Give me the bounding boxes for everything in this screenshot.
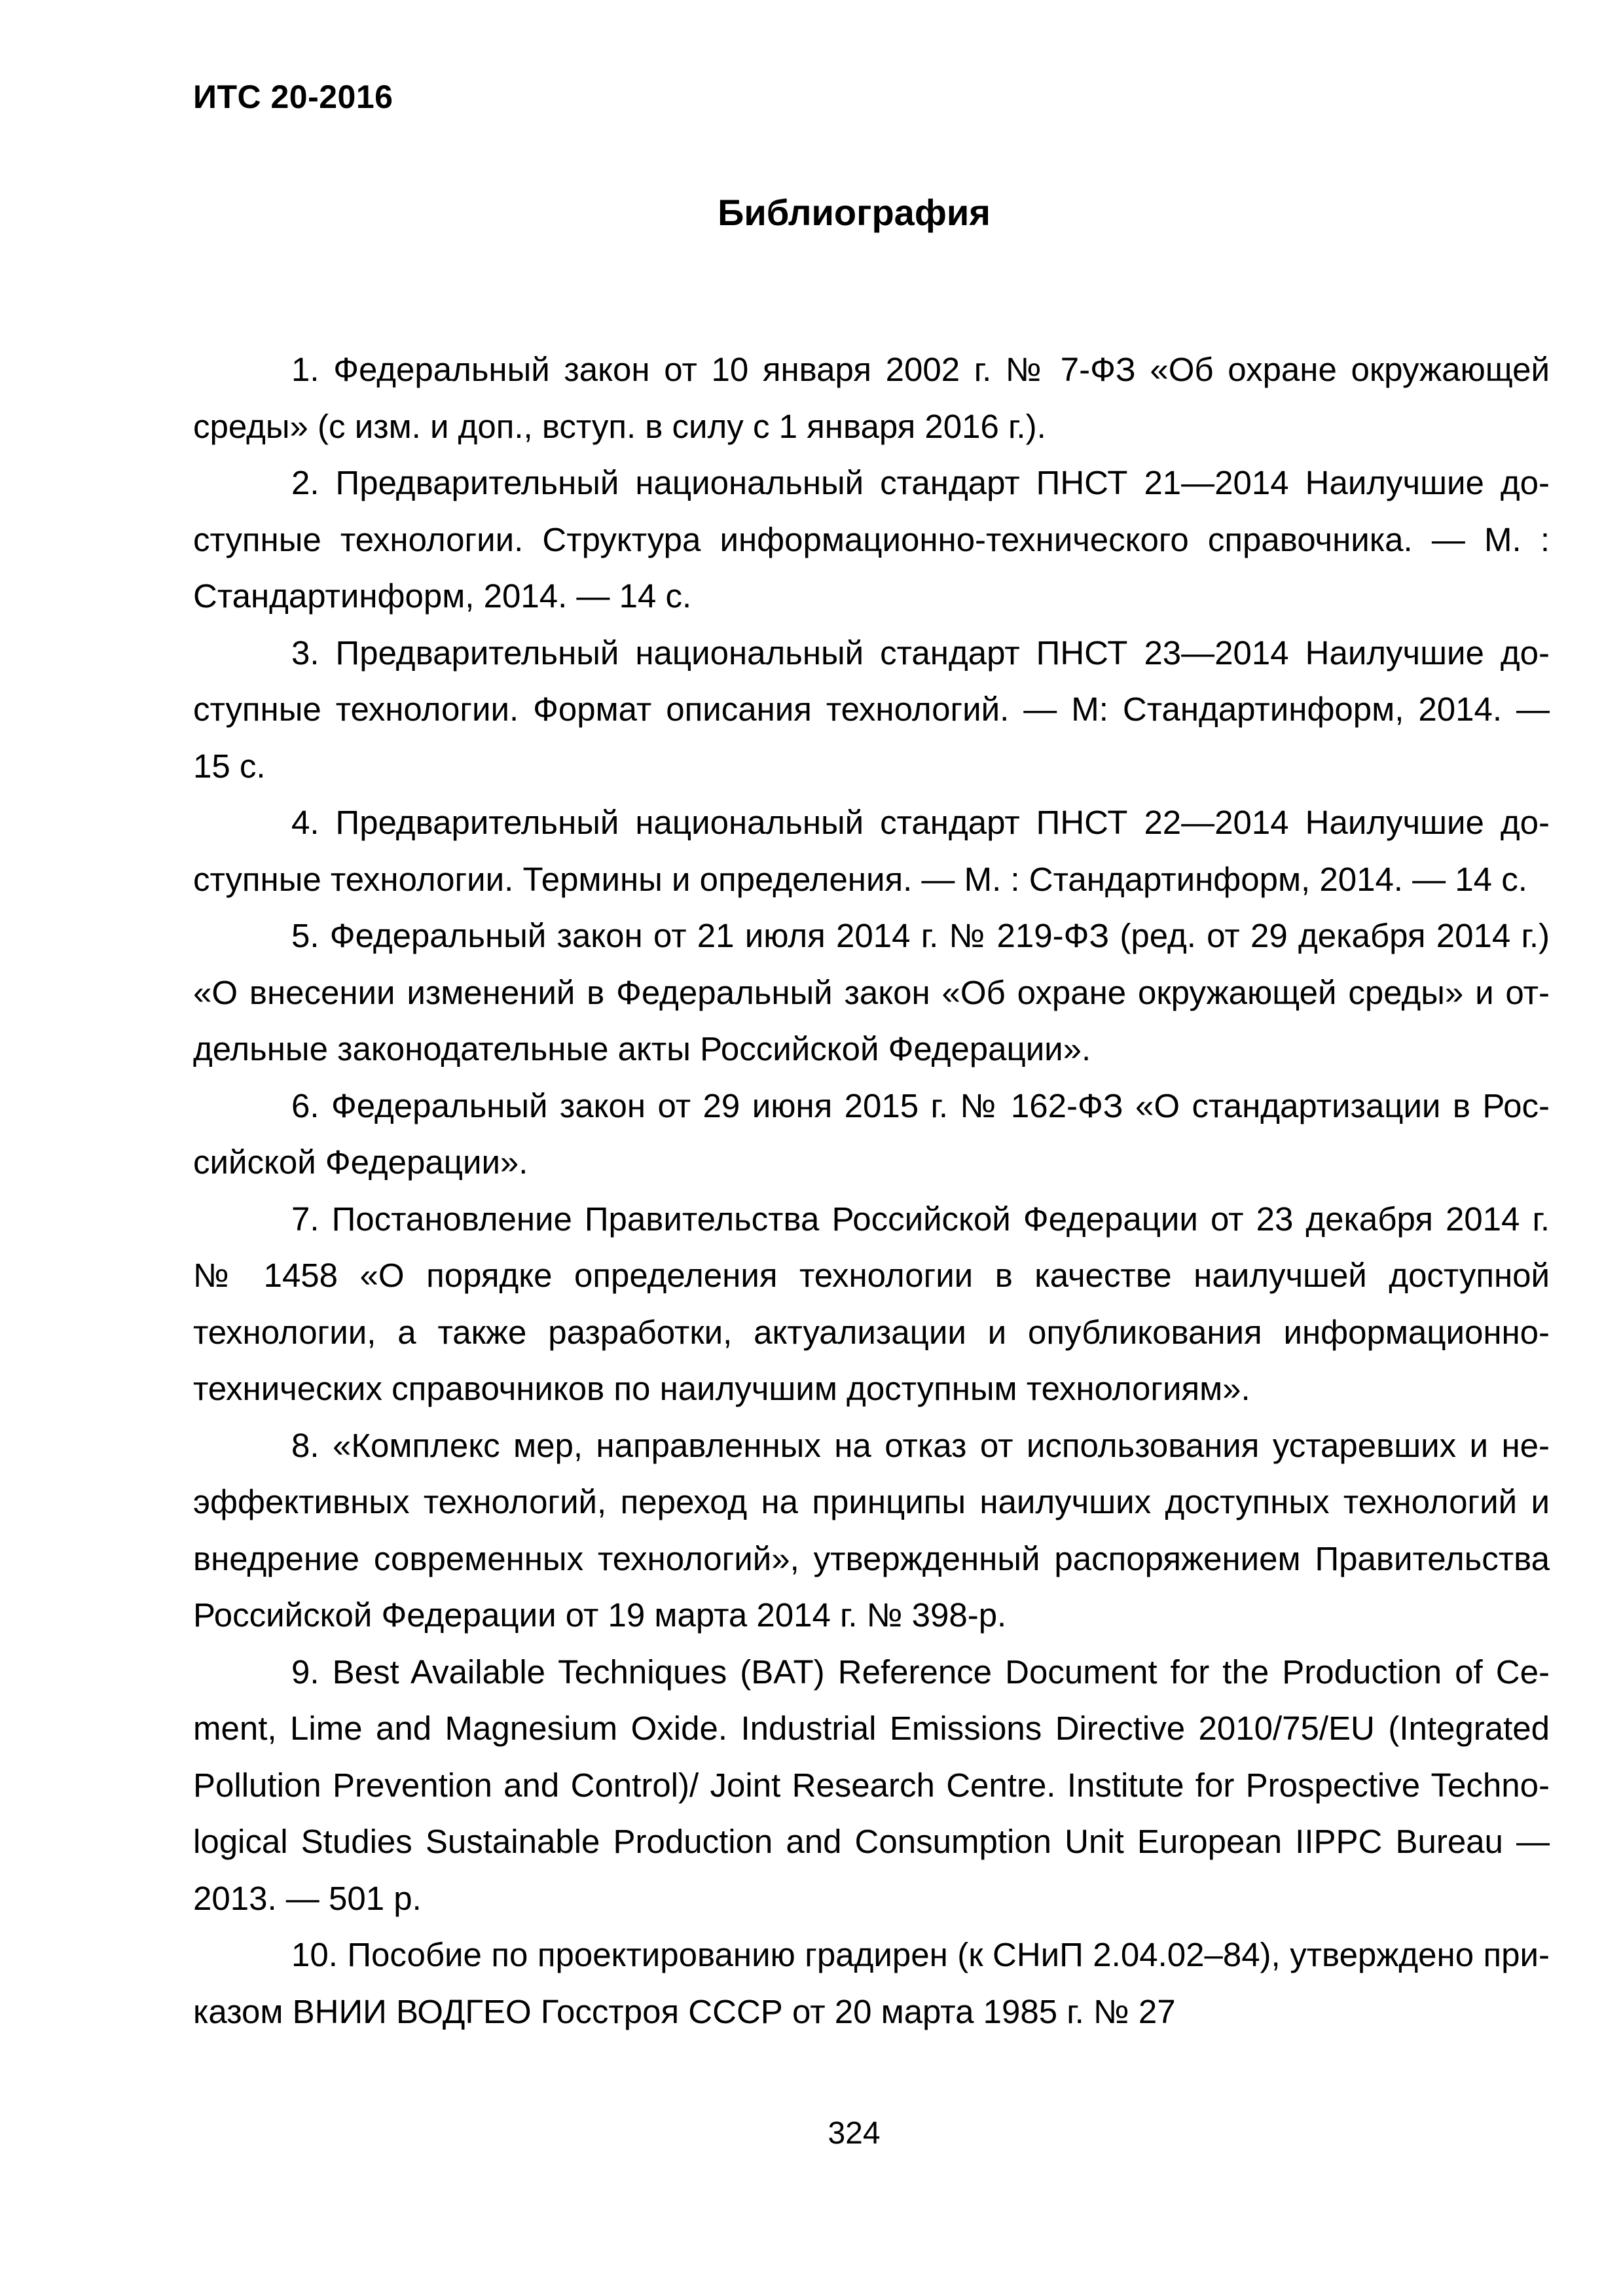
- reference-item: [193, 795, 1550, 908]
- reference-item: [193, 1078, 1550, 1191]
- reference-number: 2.: [291, 464, 319, 501]
- reference-number: 3.: [291, 634, 319, 672]
- reference-text: Постановление Правительства Российской Федерации от 23 декабря 2014 г. № 1458 «О порядке определения технологии в качестве наилучшей доступной технологии, а также разработки, актуализации и опубликования информационно-технических справочников по наилучшим доступным технологиям».: [193, 1200, 1550, 1407]
- reference-number: 5.: [291, 917, 319, 954]
- reference-text: Федеральный закон от 10 января 2002 г. № 7-ФЗ «Об охране окружающей среды» (с изм. и доп., вступ. в силу с 1 января 2016 г.).: [193, 351, 1550, 445]
- page-title: Библиография: [718, 192, 991, 233]
- reference-text: Пособие по проектированию градирен (к СНиП 2.04.02–84), утверждено приказом ВНИИ ВОДГЕО Госстроя СССР от 20 марта 1985 г. № 27: [193, 1936, 1550, 2030]
- reference-item: [193, 908, 1550, 1078]
- reference-text: Предварительный национальный стандарт ПНСТ 22—2014 Наилучшие доступные технологии. Термины и определения. — М. : Стандартинформ, 2014. — 14 с.: [193, 804, 1550, 898]
- reference-number: 10.: [291, 1936, 338, 1973]
- reference-text: Предварительный национальный стандарт ПНСТ 21—2014 Наилучшие доступные технологии. Структура информационно-технического справочника. — М. : Стандартинформ, 2014. — 14 с.: [193, 464, 1550, 615]
- reference-item: [193, 1927, 1550, 2040]
- reference-number: 6.: [291, 1086, 319, 1124]
- reference-number: 4.: [291, 804, 319, 841]
- reference-item: [193, 1418, 1550, 1644]
- reference-item: [193, 1191, 1550, 1418]
- page-number: 324: [828, 2116, 881, 2151]
- reference-item: [193, 455, 1550, 625]
- bibliography-list: [193, 342, 1550, 2040]
- reference-text: Федеральный закон от 29 июня 2015 г. № 162-ФЗ «О стандартизации в Российской Федерации».: [193, 1086, 1550, 1181]
- reference-text: Предварительный национальный стандарт ПНСТ 23—2014 Наилучшие доступные технологии. Формат описания технологий. — М: Стандартинформ, 2014. — 15 с.: [193, 634, 1550, 785]
- reference-number: 1.: [291, 351, 319, 388]
- reference-number: 9.: [291, 1653, 319, 1691]
- reference-item: [193, 625, 1550, 795]
- reference-item: [193, 342, 1550, 455]
- reference-item: [193, 1644, 1550, 1928]
- document-code: ИТС 20-2016: [193, 79, 393, 115]
- reference-number: 7.: [291, 1200, 319, 1238]
- reference-number: 8.: [291, 1426, 319, 1464]
- reference-text: «Комплекс мер, направленных на отказ от использования устаревших и неэффективных технологий, переход на принципы наилучших доступных технологий и внедрение современных технологий», утвержденный распоряжением Правительства Российской Федерации от 19 марта 2014 г. № 398-р.: [193, 1426, 1550, 1634]
- reference-text: Best Available Techniques (BAT) Reference Document for the Production of Cement, Lime and Magnesium Oxide. Industrial Emissions Directive 2010/75/EU (Integrated Pollution Prevention and Control)/ Joint Research Centre. Institute for Prospective Technological Studies Sustainable Production and Consumption Unit European IIPPC Bureau — 2013. — 501 p.: [193, 1653, 1550, 1917]
- reference-text: Федеральный закон от 21 июля 2014 г. № 219-ФЗ (ред. от 29 декабря 2014 г.) «О внесении изменений в Федеральный закон «Об охране окружающей среды» и отдельные законодательные акты Российской Федерации».: [193, 917, 1550, 1067]
